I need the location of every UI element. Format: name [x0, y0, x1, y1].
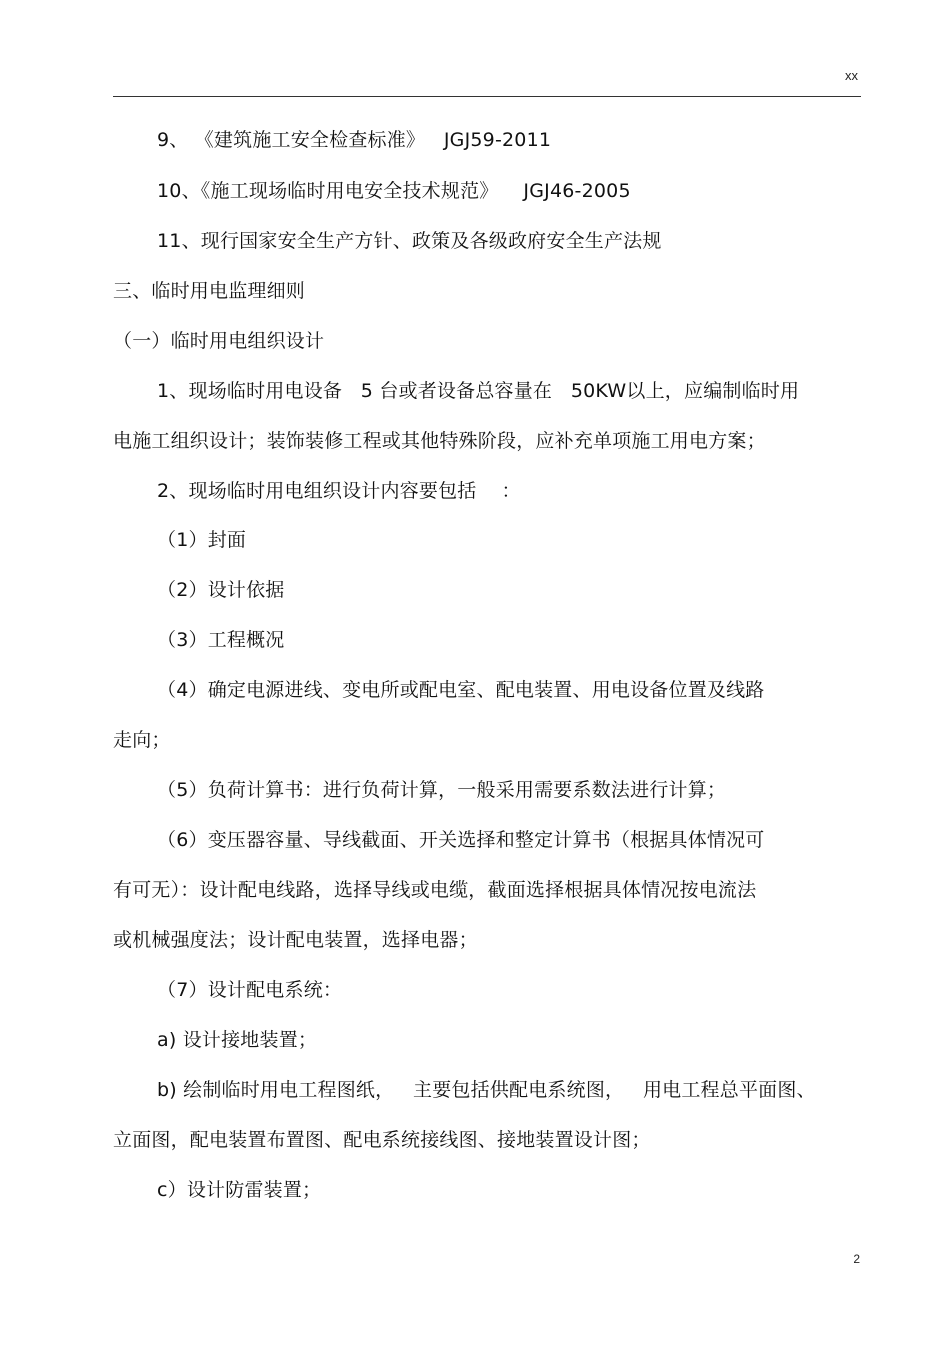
- sub-item-b-line-2: 立面图，配电装置布置图、配电系统接线图、接地装置设计图；: [113, 1129, 651, 1151]
- sub-item-a: a) 设计接地装置；: [157, 1029, 318, 1051]
- paragraph-2: 2、现场临时用电组织设计内容要包括 ：: [157, 480, 521, 502]
- list-item-6-line-2: 有可无）：设计配电线路，选择导线或电缆，截面选择根据具体情况按电流法: [113, 879, 757, 901]
- paragraph-1-line-2: 电施工组织设计；装饰装修工程或其他特殊阶段，应补充单项施工用电方案；: [113, 430, 766, 452]
- sub-item-c: c）设计防雷装置；: [157, 1179, 322, 1201]
- sub-item-b-line-1: b) 绘制临时用电工程图纸， 主要包括供配电系统图， 用电工程总平面图、: [157, 1079, 816, 1101]
- subsection-heading-1: （一）临时用电组织设计: [113, 330, 325, 352]
- list-item-2: （2）设计依据: [157, 579, 285, 601]
- text-line-standard-11: 11、现行国家安全生产方针、政策及各级政府安全生产法规: [157, 230, 662, 252]
- list-item-1: （1）封面: [157, 529, 247, 551]
- list-item-6-line-3: 或机械强度法；设计配电装置，选择电器；: [113, 929, 478, 951]
- text-line-standard-9: 9、 《建筑施工安全检查标准》 JGJ59-2011: [157, 129, 552, 151]
- list-item-5: （5）负荷计算书：进行负荷计算，一般采用需要系数法进行计算；: [157, 779, 727, 801]
- list-item-4-line-2: 走向；: [113, 729, 171, 751]
- list-item-4-line-1: （4）确定电源进线、变电所或配电室、配电装置、用电设备位置及线路: [157, 679, 765, 701]
- list-item-3: （3）工程概况: [157, 629, 285, 651]
- paragraph-1-line-1: 1、现场临时用电设备 5 台或者设备总容量在 50KW以上，应编制临时用: [157, 380, 800, 402]
- text-line-standard-10: 10、《施工现场临时用电安全技术规范》 JGJ46-2005: [157, 180, 631, 202]
- header-rule: [113, 96, 861, 97]
- list-item-7: （7）设计配电系统：: [157, 979, 343, 1001]
- section-heading-3: 三、临时用电监理细则: [113, 280, 306, 302]
- list-item-6-line-1: （6）变压器容量、导线截面、开关选择和整定计算书（根据具体情况可: [157, 829, 765, 851]
- header-mark: xx: [845, 68, 858, 83]
- page-number: 2: [853, 1252, 860, 1266]
